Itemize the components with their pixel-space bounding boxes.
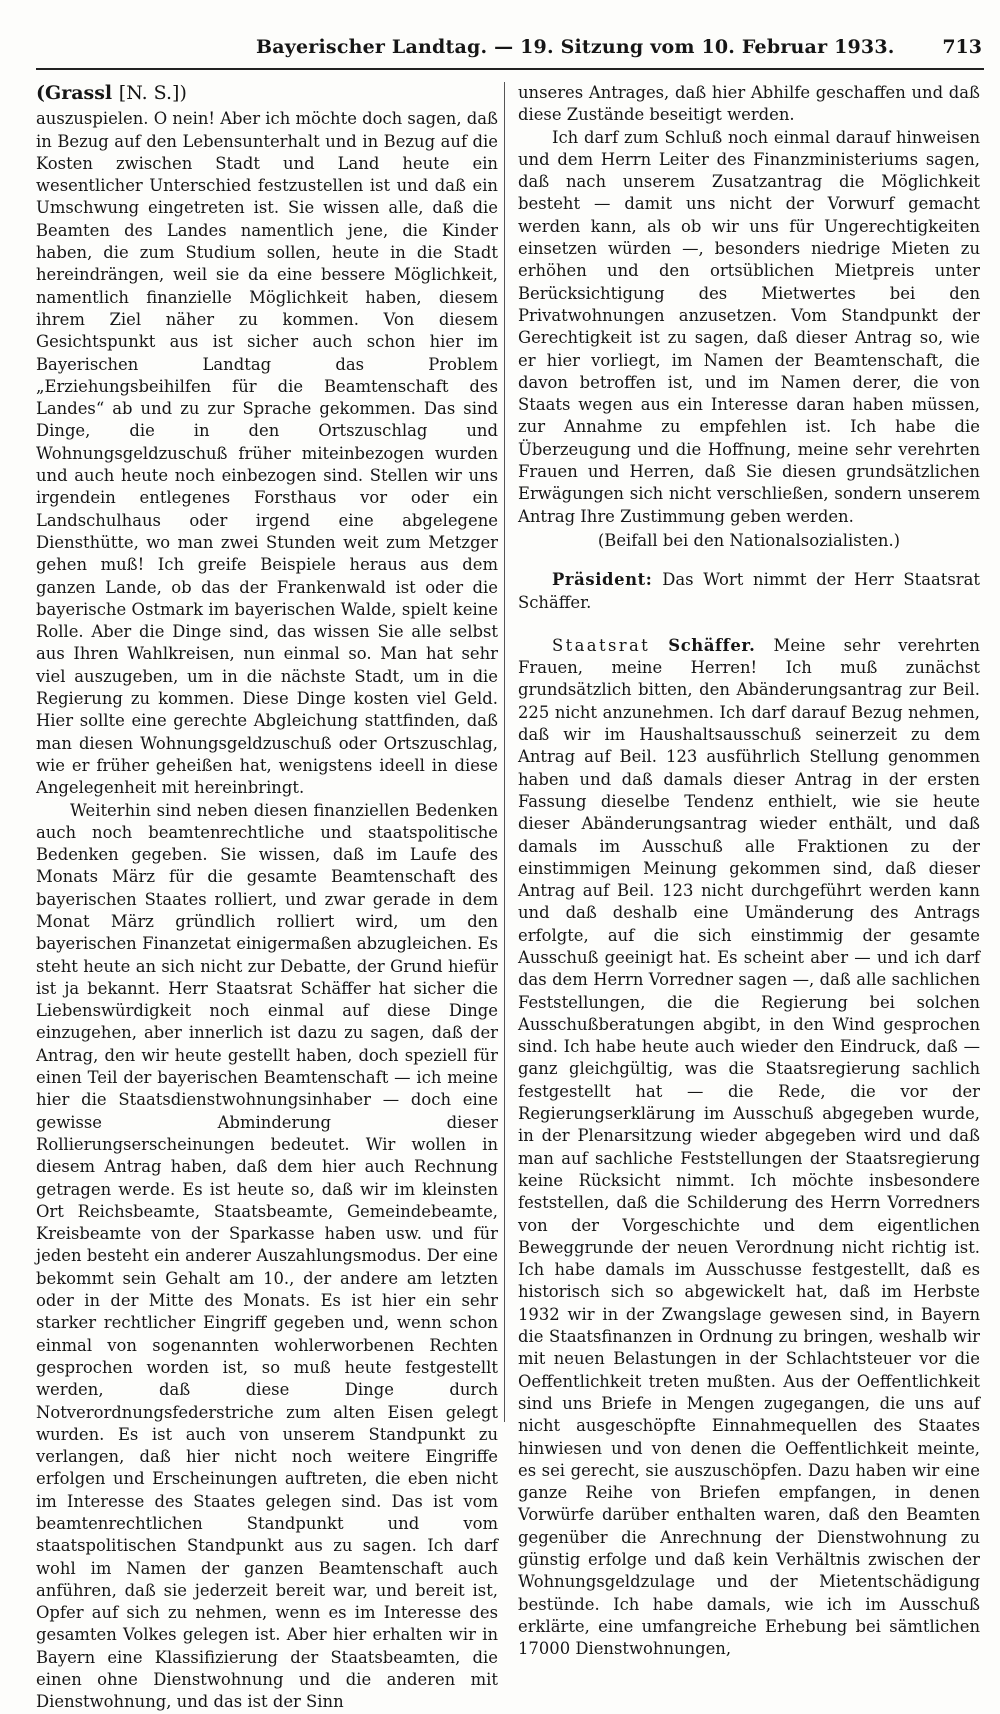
speaker-heading (36, 82, 498, 104)
speech-text: Meine sehr verehrten Frauen, meine Herren! Ich muß zunächst grundsätzlich bitten, den Abänderungsantrag zur Beil. 225 nicht anzunehmen. Ich darf darauf Bezug nehmen, daß wir im Haushaltsausschuß seinerzeit zu dem Antrag auf Beil. 123 ausführlich Stellung genommen haben und daß damals dieser Antrag in der ersten Fassung dieselbe Tendenz enthielt, wie sie heute dieser Abänderungsantrag wieder enthält, und daß damals im Ausschuß alle Fraktionen zu der einstimmigen Meinung gekommen sind, daß dieser Antrag auf Beil. 123 nicht durchgeführt werden kann und daß deshalb eine Umänderung des Antrags erfolgte, auf die sich einstimmig der gesamte Ausschuß geeinigt hat. Es scheint aber — und ich darf das dem Herrn Vorredner sagen —, daß alle sachlichen Feststellungen, die die Regierung bei solchen Ausschußberatungen abgibt, in den Wind gesprochen sind. Ich habe heute auch wieder den Eindruck, daß — ganz gleichgültig, was die Staatsregierung sachlich festgestellt hat — die Rede, die vor der Regierungserklärung im Ausschuß abgegeben wurde, in der Plenarsitzung wieder abgegeben wird und daß man auf sachliche Feststellungen der Staatsregierung keine Rücksicht nimmt. Ich möchte insbesondere feststellen, daß die Schilderung des Herrn Vorredners von der Vorgeschichte und dem eigentlichen Beweggrunde der neuen Verordnung nicht richtig ist. Ich habe damals im Ausschusse festgestellt, daß es historisch sich so abgewickelt hat, daß im Herbste 1932 wir in der Zwangslage gewesen sind, in Bayern die Staatsfinanzen in Ordnung zu bringen, weshalb wir mit neuen Belastungen in der Schlachtsteuer vor die Oeffentlichkeit treten mußten. Aus der Oeffentlichkeit sind uns Briefe in Mengen zugegangen, die uns auf nicht ausgeschöpfte Einnahmequellen des Staates hinwiesen und von denen die Oeffentlichkeit meinte, es sei gerecht, sie auszuschöpfen. Dazu haben wir eine ganze Reihe von Briefen empfangen, in denen Vorwürfe darüber enthalten waren, daß den Beamten gegenüber die Anrechnung der Dienstwohnung zu günstig erfolge und daß kein Verhältnis zwischen der Wohnungsgeldzulage und der Mietentschädigung bestünde. Ich habe damals, wie ich im Ausschuß erklärte, eine umfangreiche Erhebung bei sämtlichen 17000 Dienstwohnungen, (518, 635, 980, 1659)
staatsrat-paragraph (518, 635, 980, 1661)
paragraph: Weiterhin sind neben diesen finanziellen Bedenken auch noch beamtenrechtliche und staatspolitische Bedenken gegeben. Sie wissen, daß im Laufe des Monats März für die gesamte Beamtenschaft des bayerischen Staates rolliert, und zwar gerade in dem Monat März gründlich rolliert wird, um den bayerischen Finanzetat einigermaßen abzugleichen. Es steht heute an sich nicht zur Debatte, der Grund hiefür ist ja bekannt. Herr Staatsrat Schäffer hat sicher die Liebenswürdigkeit noch einmal auf diese Dinge einzugehen, aber innerlich ist dazu zu sagen, daß der Antrag, den wir heute gestellt haben, doch speziell für einen Teil der bayerischen Beamtenschaft — ich meine hier die Staatsdienstwohnungsinhaber — doch eine gewisse Abminderung dieser Rollierungserscheinungen bedeutet. Wir wollen in diesem Antrag haben, daß dem hier auch Rechnung getragen werde. Es ist heute so, daß wir im kleinsten Ort Reichsbeamte, Staatsbeamte, Gemeindebeamte, Kreisbeamte von der Sparkasse haben usw. und für jeden besteht ein anderer Auszahlungsmodus. Der eine bekommt sein Gehalt am 10., der andere am letzten oder in der Mitte des Monats. Es ist hier ein sehr starker rechtlicher Eingriff gegeben und, wenn schon einmal von sogenannten wohlerworbenen Rechten gesprochen worden ist, so muß heute festgestellt werden, daß diese Dinge durch Notverordnungsfederstriche zum alten Eisen gelegt wurden. Es ist auch von unserem Standpunkt zu verlangen, daß hier nicht noch weitere Eingriffe erfolgen und Erscheinungen auftreten, die eben nicht im Interesse des Staates gelegen sind. Das ist vom beamtenrechtlichen Standpunkt und vom staatspolitischen Standpunkt aus zu sagen. Ich darf wohl im Namen der ganzen Beamtenschaft auch anführen, daß sie jederzeit bereit war, und bereit ist, Opfer auf sich zu nehmen, wenn es im Interesse des gesamten Volkes gelegen ist. Aber hier erhalten wir in Bayern eine Klassifizierung der Staatsbeamten, die einen ohne Dienstwohnung und die anderen mit Dienstwohnung, und das ist der Sinn (36, 800, 498, 1712)
speaker-name: (Grassl (36, 82, 113, 104)
president-label: Präsident: (552, 570, 653, 590)
running-head: Bayerischer Landtag. — 19. Sitzung vom 10. Februar 1933. (256, 36, 895, 58)
right-column (518, 82, 980, 1660)
column-divider (504, 82, 505, 1422)
president-text: Das Wort nimmt der Herr Staatsrat Schäffer. (518, 570, 980, 612)
president-paragraph (518, 569, 980, 614)
speaker-name: Schäffer. (668, 635, 756, 655)
paragraph: Ich darf zum Schluß noch einmal darauf hinweisen und dem Herrn Leiter des Finanzministeriums sagen, daß nach unserem Zusatzantrag die Möglichkeit besteht — damit uns nicht der Vorwurf gemacht werden kann, als ob wir uns für Ungerechtigkeiten einsetzen würden —, besonders niedrige Mieten zu erhöhen und den ortsüblichen Mietpreis unter Berücksichtigung des Mietwertes bei den Privatwohnungen anzusetzen. Vom Standpunkt der Gerechtigkeit ist zu sagen, daß dieser Antrag so, wie er hier vorliegt, im Namen der Beamtenschaft, die davon betroffen ist, und im Namen derer, die von Staats wegen aus ein Interesse daran haben müssen, zur Annahme zu empfehlen ist. Ich habe die Überzeugung und die Hoffnung, meine sehr verehrten Frauen und Herren, daß Sie diesen grundsätzlichen Erwägungen sich nicht verschließen, sondern unserem Antrag Ihre Zustimmung geben werden. (518, 127, 980, 526)
speaker-party-note: [N. S.]) (118, 82, 187, 104)
page-header (36, 34, 984, 70)
page-number: 713 (942, 36, 982, 58)
speaker-title: Staatsrat (552, 635, 651, 655)
left-column (36, 82, 498, 1714)
paragraph: unseres Antrages, daß hier Abhilfe geschaffen und daß diese Zustände beseitigt werden. (518, 83, 980, 125)
paragraph: auszuspielen. O nein! Aber ich möchte doch sagen, daß in Bezug auf den Lebensunterhalt und in Bezug auf die Kosten zwischen Stadt und Land heute ein wesentlicher Unterschied festzustellen ist und daß ein Umschwung eingetreten ist. Sie wissen alle, daß die Beamten des Landes namentlich jene, die Kinder haben, die zum Studium sollen, heute in die Stadt hereindrängen, weil sie da eine bessere Möglichkeit, namentlich finanzielle Möglichkeit haben, diesem ihrem Ziel näher zu kommen. Von diesem Gesichtspunkt aus ist sicher auch schon hier im Bayerischen Landtag das Problem „Erziehungsbeihilfen für die Beamtenschaft des Landes“ ab und zu zur Sprache gekommen. Das sind Dinge, die in den Ortszuschlag und Wohnungsgeldzuschuß früher miteinbezogen wurden und auch heute noch einbezogen sind. Stellen wir uns irgendein entlegenes Forsthaus vor oder ein Landschulhaus oder irgend eine abgelegene Diensthütte, wo man zwei Stunden weit zum Metzger gehen muß! Ich greife Beispiele heraus aus dem ganzen Lande, ob das der Frankenwald ist oder die bayerische Ostmark im bayerischen Walde, spielt keine Rolle. Aber die Dinge sind, das wissen Sie alle selbst aus Ihren Wahlkreisen, nun einmal so. Man hat sehr viel auszugeben, um in die nächste Stadt, um in die Regierung zu kommen. Diese Dinge kosten viel Geld. Hier sollte eine gerechte Abgleichung stattfinden, daß man diesen Wohnungsgeldzuschuß oder Ortszuschlag, wie er früher geheißen hat, wenigstens ideell in diese Angelegenheit mit hereinbringt. (36, 109, 498, 798)
applause-note: (Beifall bei den Nationalsozialisten.) (597, 530, 901, 550)
